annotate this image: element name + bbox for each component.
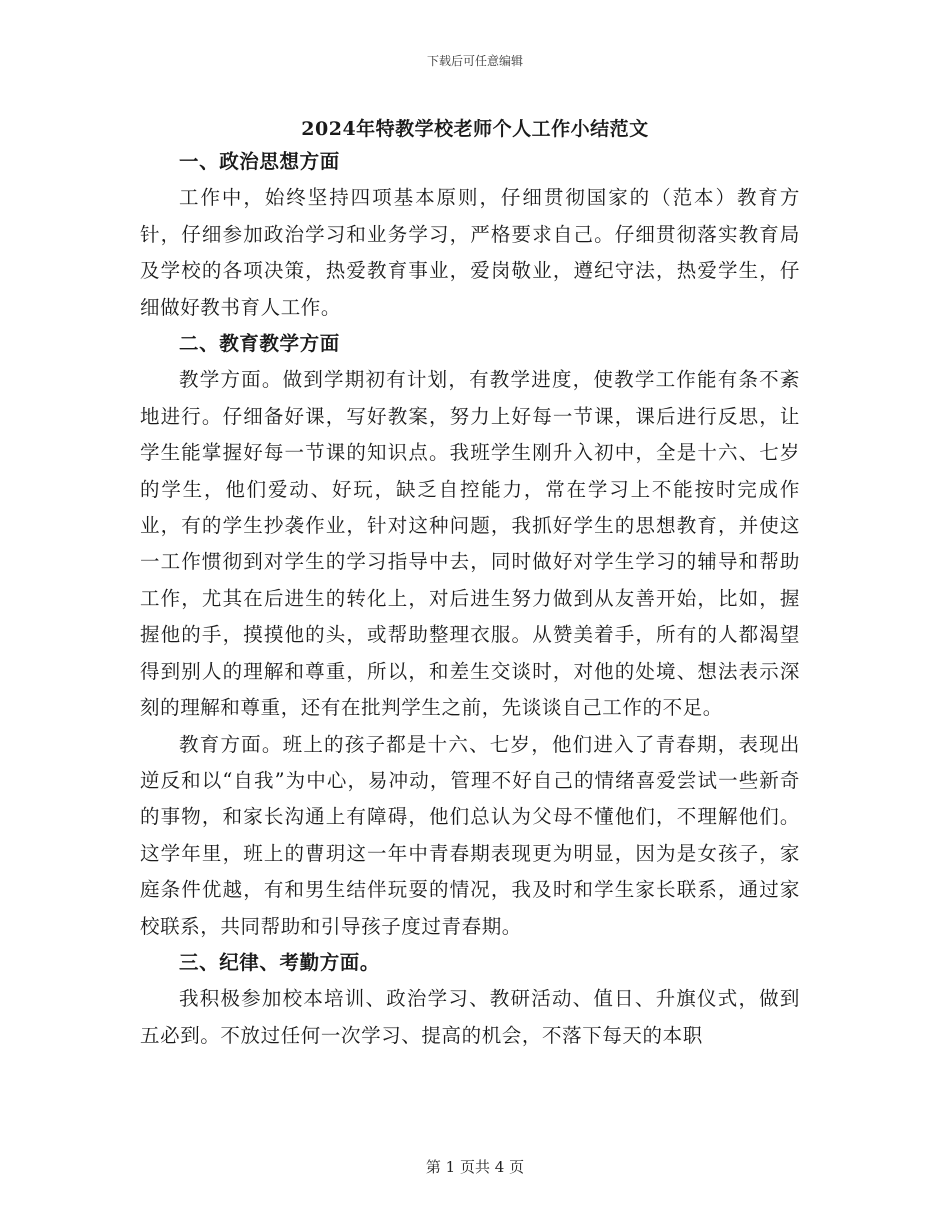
paragraph-education: 教育方面。班上的孩子都是十六、七岁，他们进入了青春期，表现出逆反和以“自我”为中心，易冲动，管理不好自己的情绪喜爱尝试一些新奇的事物，和家长沟通上有障碍，他们总认为父母不懂他们，不理解他们。这学年里，班上的曹玥这一年中青春期表现更为明显，因为是女孩子，家庭条件优越，有和男生结伴玩耍的情况，我及时和学生家长联系，通过家校联系，共同帮助和引导孩子度过青春期。 [140,732,800,938]
section-heading-politics: 一、政治思想方面 [179,150,340,173]
header-note: 下载后可任意编辑 [426,54,523,68]
page-number: 第 1 页共 4 页 [425,1158,525,1176]
paragraph-politics: 工作中，始终坚持四项基本原则，仔细贯彻国家的（范本）教育方针，仔细参加政治学习和业务学习，严格要求自己。仔细贯彻落实教育局及学校的各项决策，热爱教育事业，爱岗敬业，遵纪守法，热爱学生，仔细做好教书育人工作。 [140,186,800,319]
paragraph-discipline: 我积极参加校本培训、政治学习、教研活动、值日、升旗仪式，做到五必到。不放过任何一次学习、提高的机会，不落下每天的本职 [140,987,800,1047]
document-body [140,144,800,1054]
paragraph-teaching: 教学方面。做到学期初有计划，有教学进度，使教学工作能有条不紊地进行。仔细备好课，写好教案，努力上好每一节课，课后进行反思，让学生能掌握好每一节课的知识点。我班学生刚升入初中，全是十六、七岁的学生，他们爱动、好玩，缺乏自控能力，常在学习上不能按时完成作业，有的学生抄袭作业，针对这种问题，我抓好学生的思想教育，并使这一工作惯彻到对学生的学习指导中去，同时做好对学生学习的辅导和帮助工作，尤其在后进生的转化上，对后进生努力做到从友善开始，比如，握握他的手，摸摸他的头，或帮助整理衣服。从赞美着手，所有的人都渴望得到别人的理解和尊重，所以，和差生交谈时，对他的处境、想法表示深刻的理解和尊重，还有在批判学生之前，先谈谈自己工作的不足。 [140,368,800,720]
document-title: 2024年特教学校老师个人工作小结范文 [301,118,649,140]
section-heading-discipline: 三、纪律、考勤方面。 [179,950,381,974]
section-heading-teaching: 二、教育教学方面 [179,332,340,356]
